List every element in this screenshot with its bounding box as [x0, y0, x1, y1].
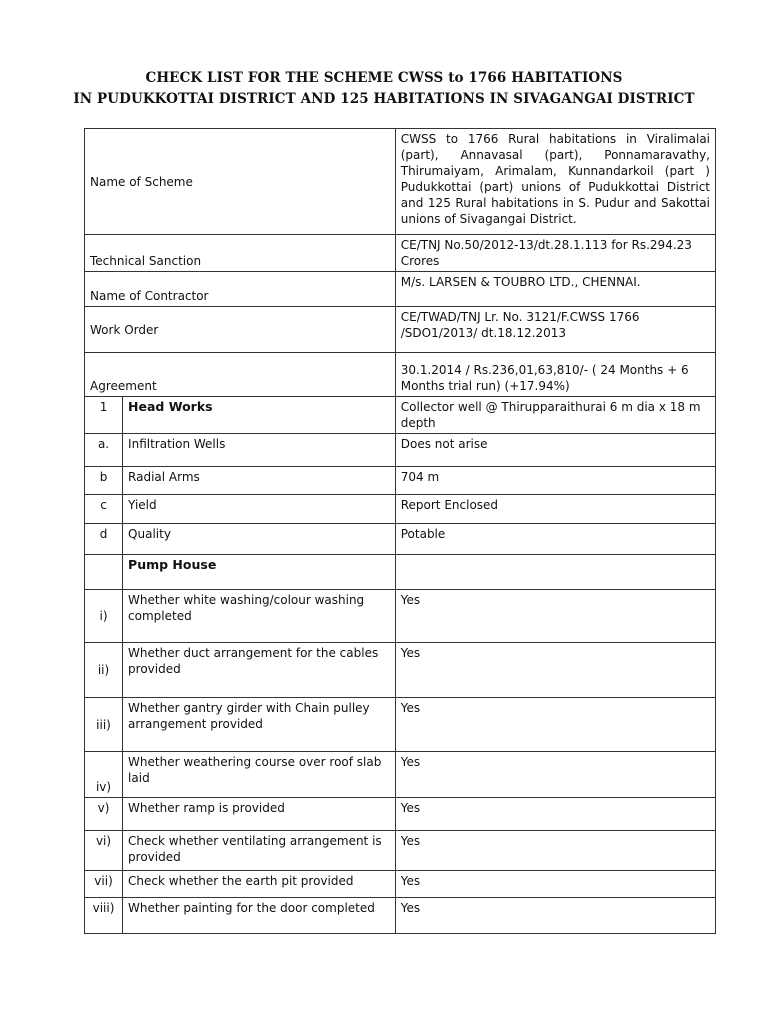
item-value: Does not arise [395, 434, 715, 467]
table-row-pump-house [85, 555, 716, 590]
table-row-name-of-scheme [85, 129, 716, 235]
row-number: 1 [85, 397, 123, 434]
value-name-of-scheme: CWSS to 1766 Rural habitations in Viralimalai (part), Annavasal (part), Ponnamaravathy, Thirumaiyam, Arimalam, Kunnandarkoil (part ) Pudukkottai (part) unions of Pudukkottai District and 125 Rural habitations in S. Pudur and Sakottai unions of Sivagangai District. [395, 129, 715, 235]
item-value: Yes [395, 898, 715, 934]
value-name-of-contractor: M/s. LARSEN & TOUBRO LTD., CHENNAI. [395, 272, 715, 307]
item-value: Yes [395, 752, 715, 798]
item-value-empty [395, 555, 715, 590]
row-number-empty [85, 555, 123, 590]
item-value: Yes [395, 831, 715, 871]
table-row-work-order [85, 307, 716, 353]
item-value: Yes [395, 643, 715, 698]
row-number: iv) [85, 752, 123, 798]
checklist-table [84, 128, 716, 934]
value-agreement: 30.1.2014 / Rs.236,01,63,810/- ( 24 Months + 6 Months trial run) (+17.94%) [395, 353, 715, 397]
value-head-works: Collector well @ Thirupparaithurai 6 m dia x 18 m depth [395, 397, 715, 434]
row-number: a. [85, 434, 123, 467]
table-row [85, 434, 716, 467]
label-agreement: Agreement [85, 353, 396, 397]
item-label: Whether weathering course over roof slab laid [123, 752, 396, 798]
item-label: Whether ramp is provided [123, 798, 396, 831]
document-title-line-2: IN PUDUKKOTTAI DISTRICT AND 125 HABITATIONS IN SIVAGANGAI DISTRICT [73, 91, 695, 107]
value-technical-sanction: CE/TNJ No.50/2012-13/dt.28.1.113 for Rs.294.23 Crores [395, 235, 715, 272]
row-number: c [85, 495, 123, 524]
label-work-order: Work Order [85, 307, 396, 353]
table-row-head-works [85, 397, 716, 434]
row-number: d [85, 524, 123, 555]
table-row [85, 831, 716, 871]
row-number: i) [85, 590, 123, 643]
row-number: viii) [85, 898, 123, 934]
item-value: Yes [395, 590, 715, 643]
item-value: Yes [395, 871, 715, 898]
item-label: Whether painting for the door completed [123, 898, 396, 934]
item-value: 704 m [395, 467, 715, 495]
table-row [85, 495, 716, 524]
table-row [85, 643, 716, 698]
row-number: iii) [85, 698, 123, 752]
item-label: Radial Arms [123, 467, 396, 495]
table-row [85, 898, 716, 934]
label-technical-sanction: Technical Sanction [85, 235, 396, 272]
table-row [85, 590, 716, 643]
item-label: Whether white washing/colour washing completed [123, 590, 396, 643]
row-number: b [85, 467, 123, 495]
table-row [85, 798, 716, 831]
item-label: Check whether the earth pit provided [123, 871, 396, 898]
document-title-line-1: CHECK LIST FOR THE SCHEME CWSS to 1766 HABITATIONS [145, 70, 623, 86]
row-number: ii) [85, 643, 123, 698]
row-number: v) [85, 798, 123, 831]
item-label: Check whether ventilating arrangement is provided [123, 831, 396, 871]
table-row [85, 524, 716, 555]
section-heading-head-works: Head Works [123, 397, 396, 434]
item-value: Potable [395, 524, 715, 555]
item-value: Report Enclosed [395, 495, 715, 524]
item-label: Infiltration Wells [123, 434, 396, 467]
label-name-of-scheme: Name of Scheme [85, 129, 396, 235]
row-number: vi) [85, 831, 123, 871]
table-row [85, 871, 716, 898]
table-row [85, 752, 716, 798]
section-heading-pump-house: Pump House [123, 555, 396, 590]
value-work-order: CE/TWAD/TNJ Lr. No. 3121/F.CWSS 1766 /SDO1/2013/ dt.18.12.2013 [395, 307, 715, 353]
table-row [85, 467, 716, 495]
table-row-agreement [85, 353, 716, 397]
item-label: Yield [123, 495, 396, 524]
item-value: Yes [395, 698, 715, 752]
item-value: Yes [395, 798, 715, 831]
row-number: vii) [85, 871, 123, 898]
table-row-name-of-contractor [85, 272, 716, 307]
label-name-of-contractor: Name of Contractor [85, 272, 396, 307]
item-label: Quality [123, 524, 396, 555]
table-row [85, 698, 716, 752]
item-label: Whether duct arrangement for the cables provided [123, 643, 396, 698]
table-row-technical-sanction [85, 235, 716, 272]
item-label: Whether gantry girder with Chain pulley arrangement provided [123, 698, 396, 752]
